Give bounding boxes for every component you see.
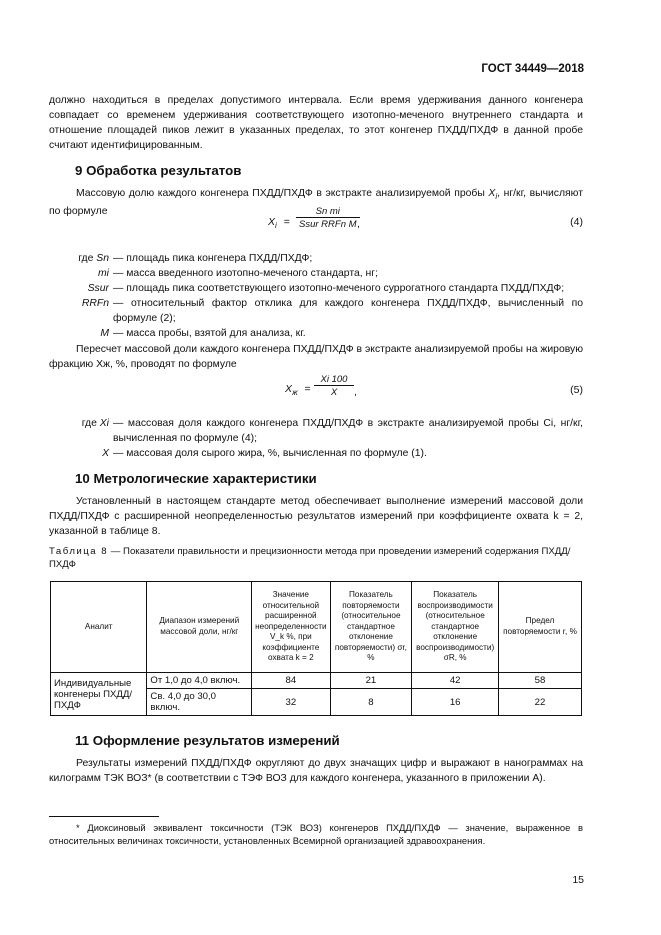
section-9-paragraph-2: Пересчет массовой доли каждого конгенера ПХДД/ПХДФ в экстракте анализируемой пробы на жировую фракцию Xж, %, проводят по формуле — [49, 344, 583, 370]
formula-5-fraction — [314, 374, 354, 398]
header-uncertainty: Значение относительной расширенной неопределенности V_k %, при коэффициенте охвата k = 2 — [252, 582, 330, 673]
definition-row — [49, 446, 583, 461]
section-10-title: 10 Метрологические характеристики — [75, 471, 317, 486]
definition-text: — массовая доля каждого конгенера ПХДД/ПХДФ в экстракте анализируемой пробы Ci, нг/кг, вычисленная по формуле (4); — [113, 418, 583, 444]
formula-4-fraction — [296, 206, 360, 230]
cell-reproducibility: 16 — [412, 689, 499, 716]
header-repeatability: Показатель повторяемости (относительное стандартное отклонение повторяемости) σr, % — [330, 582, 412, 673]
page-number: 15 — [572, 874, 584, 886]
section-11-paragraph: Результаты измерений ПХДД/ПХДФ округляют до двух значащих цифр и выражают в нанограммах на килограмм ТЭК ВОЗ* (в соответствии с ТЭФ ВОЗ для каждого конгенера, указанного в приложении А). — [49, 758, 583, 784]
section-9-paragraph-1: Массовую долю каждого конгенера ПХДД/ПХДФ в экстракте анализируемой пробы $X_i$, нг/кг, вычисляют по формуле — [49, 188, 583, 218]
formula-5-number: (5) — [570, 384, 583, 396]
definition-text: — относительный фактор отклика для каждого конгенера ПХДД/ПХДФ, вычисленный по формуле (2); — [113, 298, 583, 324]
formula-5-lhs: $X_ж$ = — [285, 383, 311, 398]
table-8 — [50, 581, 582, 716]
section-11-title: 11 Оформление результатов измерений — [75, 733, 340, 748]
definition-text: — массовая доля сырого жира, %, вычисленная по формуле (1). — [113, 448, 427, 459]
definition-text: — масса введенного изотопно-меченого стандарта, нг; — [113, 268, 378, 279]
document-code: ГОСТ 34449—2018 — [481, 63, 584, 75]
intro-paragraph: должно находиться в пределах допустимого интервала. Если время удерживания данного конгенера совпадает со временем удерживания соответствующего изотопно-меченого внутреннего стандарта и отношение площадей пиков лежит в указанных пределах, то этот конгенер ПХДД/ПХДФ в данной пробе считают идентифицированным. — [49, 95, 583, 151]
formula-4-definitions — [49, 251, 583, 341]
cell-range: Св. 4,0 до 30,0 включ. — [147, 689, 252, 716]
definition-symbol: где Sn — [78, 253, 109, 264]
definition-row — [49, 266, 583, 281]
definition-symbol: RRFn — [81, 298, 109, 309]
header-repeatability-limit: Предел повторяемости r, % — [499, 582, 582, 673]
formula-5-tail: , — [354, 386, 357, 398]
formula-5-definitions — [49, 416, 583, 461]
cell-repeatability: 8 — [330, 689, 412, 716]
header-range: Диапазон измерений массовой доли, нг/кг — [147, 582, 252, 673]
cell-uncertainty: 32 — [252, 689, 330, 716]
definition-row — [49, 281, 583, 296]
definition-symbol: mi — [98, 268, 109, 279]
definition-symbol: где Xi — [81, 418, 109, 429]
definition-row — [49, 326, 583, 341]
definition-text: — площадь пика конгенера ПХДД/ПХДФ; — [113, 253, 313, 264]
definition-text: — площадь пика соответствующего изотопно-меченого суррогатного стандарта ПХДД/ПХДФ; — [113, 283, 565, 294]
table-header-row — [51, 582, 582, 673]
footnote-separator — [49, 816, 159, 817]
cell-range: От 1,0 до 4,0 включ. — [147, 673, 252, 689]
formula-4-tail: , — [357, 218, 360, 230]
section-10-paragraph: Установленный в настоящем стандарте метод обеспечивает выполнение измерений массовой доли ПХДД/ПХДФ с расширенной неопределенностью результатов измерений при коэффициенте охвата k = 2, указанной в таблице 8. — [49, 496, 583, 537]
cell-repeatability: 21 — [330, 673, 412, 689]
definition-symbol: M — [100, 328, 109, 339]
section-9-title: 9 Обработка результатов — [75, 163, 242, 178]
formula-5-denominator: X — [314, 385, 354, 398]
formula-4-number: (4) — [570, 216, 583, 228]
header-analyte: Аналит — [51, 582, 147, 673]
table-row — [51, 673, 582, 689]
formula-4-lhs: $X_i$ = — [268, 216, 290, 231]
formula-4-denominator: Ssur RRFn M — [296, 217, 360, 230]
definition-text: — масса пробы, взятой для анализа, кг. — [113, 328, 306, 339]
definition-row — [49, 296, 583, 326]
cell-repeatability-limit: 22 — [499, 689, 582, 716]
header-reproducibility: Показатель воспроизводимости (относительное стандартное отклонение воспроизводимости) σR, % — [412, 582, 499, 673]
table-8-caption: Таблица 8 — Показатели правильности и прецизионности метода при проведении измерений содержания ПХДД/ПХДФ — [49, 546, 571, 570]
cell-reproducibility: 42 — [412, 673, 499, 689]
definition-row — [49, 416, 583, 446]
definition-row — [49, 251, 583, 266]
definition-symbol: X — [102, 448, 109, 459]
formula-4-numerator: Sn mi — [315, 206, 340, 217]
cell-repeatability-limit: 58 — [499, 673, 582, 689]
cell-analyte: Индивидуальные конгенеры ПХДД/ПХДФ — [51, 673, 147, 716]
footnote: * Диоксиновый эквивалент токсичности (ТЭК ВОЗ) конгенеров ПХДД/ПХДФ — значение, выраженное в относительных величинах токсичности, установленных Всемирной организацией здравоохранения. — [49, 822, 583, 846]
definition-symbol: Ssur — [87, 283, 109, 294]
cell-uncertainty: 84 — [252, 673, 330, 689]
formula-5-numerator: Xi 100 — [320, 374, 348, 385]
